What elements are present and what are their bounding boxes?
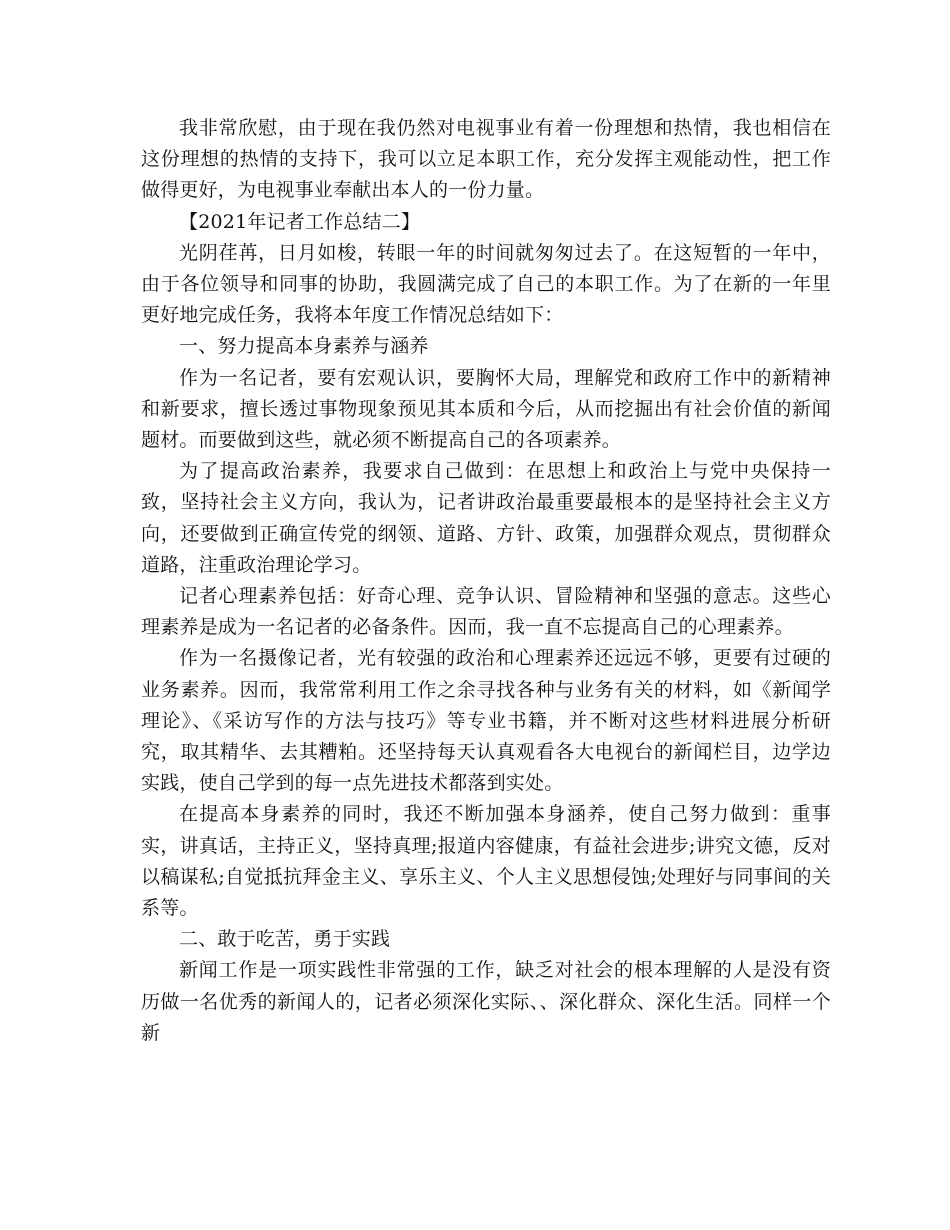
paragraph-self-cultivation: 在提高本身素养的同时，我还不断加强本身涵养，使自己努力做到：重事实，讲真话，主持正义，坚持真理;报道内容健康，有益社会进步;讲究文德，反对以稿谋私;自觉抵抗拜金主义、享乐主义、个人主义思想侵蚀;处理好与同事间的关系等。	[141, 803, 831, 920]
paragraph-intro-conclusion: 我非常欣慰，由于现在我仍然对电视事业有着一份理想和热情，我也相信在这份理想的热情的支持下，我可以立足本职工作，充分发挥主观能动性，把工作做得更好，为电视事业奉献出本人的一份力量。	[141, 117, 831, 202]
paragraph-macro-awareness: 作为一名记者，要有宏观认识，要胸怀大局，理解党和政府工作中的新精神和新要求，擅长透过事物现象预见其本质和今后，从而挖掘出有社会价值的新闻题材。而要做到这些，就必须不断提高自己的各项素养。	[141, 366, 831, 452]
paragraph-psychological-literacy: 记者心理素养包括：好奇心理、竞争认识、冒险精神和坚强的意志。这些心理素养是成为一名记者的必备条件。因而，我一直不忘提高自己的心理素养。	[141, 585, 831, 639]
document-body	[141, 113, 831, 1049]
heading-one: 一、努力提高本身素养与涵养	[179, 335, 429, 358]
paragraph-practice: 新闻工作是一项实践性非常强的工作，缺乏对社会的根本理解的人是没有资历做一名优秀的新闻人的，记者必须深化实际、、深化群众、深化生活。同样一个新	[141, 959, 831, 1044]
paragraph-opening: 光阴荏苒，日月如梭，转眼一年的时间就匆匆过去了。在这短暂的一年中，由于各位领导和同事的协助，我圆满完成了自己的本职工作。为了在新的一年里更好地完成任务，我将本年度工作情况总结如下：	[141, 241, 831, 327]
heading-two: 二、敢于吃苦，勇于实践	[179, 928, 391, 951]
paragraph-professional-literacy: 作为一名摄像记者，光有较强的政治和心理素养还远远不够，更要有过硬的业务素养。因而，我常常利用工作之余寻找各种与业务有关的材料，如《新闻学理论》、《采访写作的方法与技巧》等专业书籍，并不断对这些材料进展分析研究，取其精华、去其糟粕。还坚持每天认真观看各大电视台的新闻栏目，边学边实践，使自己学到的每一点先进技术都落到实处。	[141, 647, 831, 795]
paragraph-political-literacy: 为了提高政治素养，我要求自己做到：在思想上和政治上与党中央保持一致，坚持社会主义方向，我认为，记者讲政治最重要最根本的是坚持社会主义方向，还要做到正确宣传党的纲领、道路、方针、政策，加强群众观点，贯彻群众道路，注重政治理论学习。	[141, 460, 831, 576]
section-title: 【2021年记者工作总结二】	[179, 210, 421, 233]
